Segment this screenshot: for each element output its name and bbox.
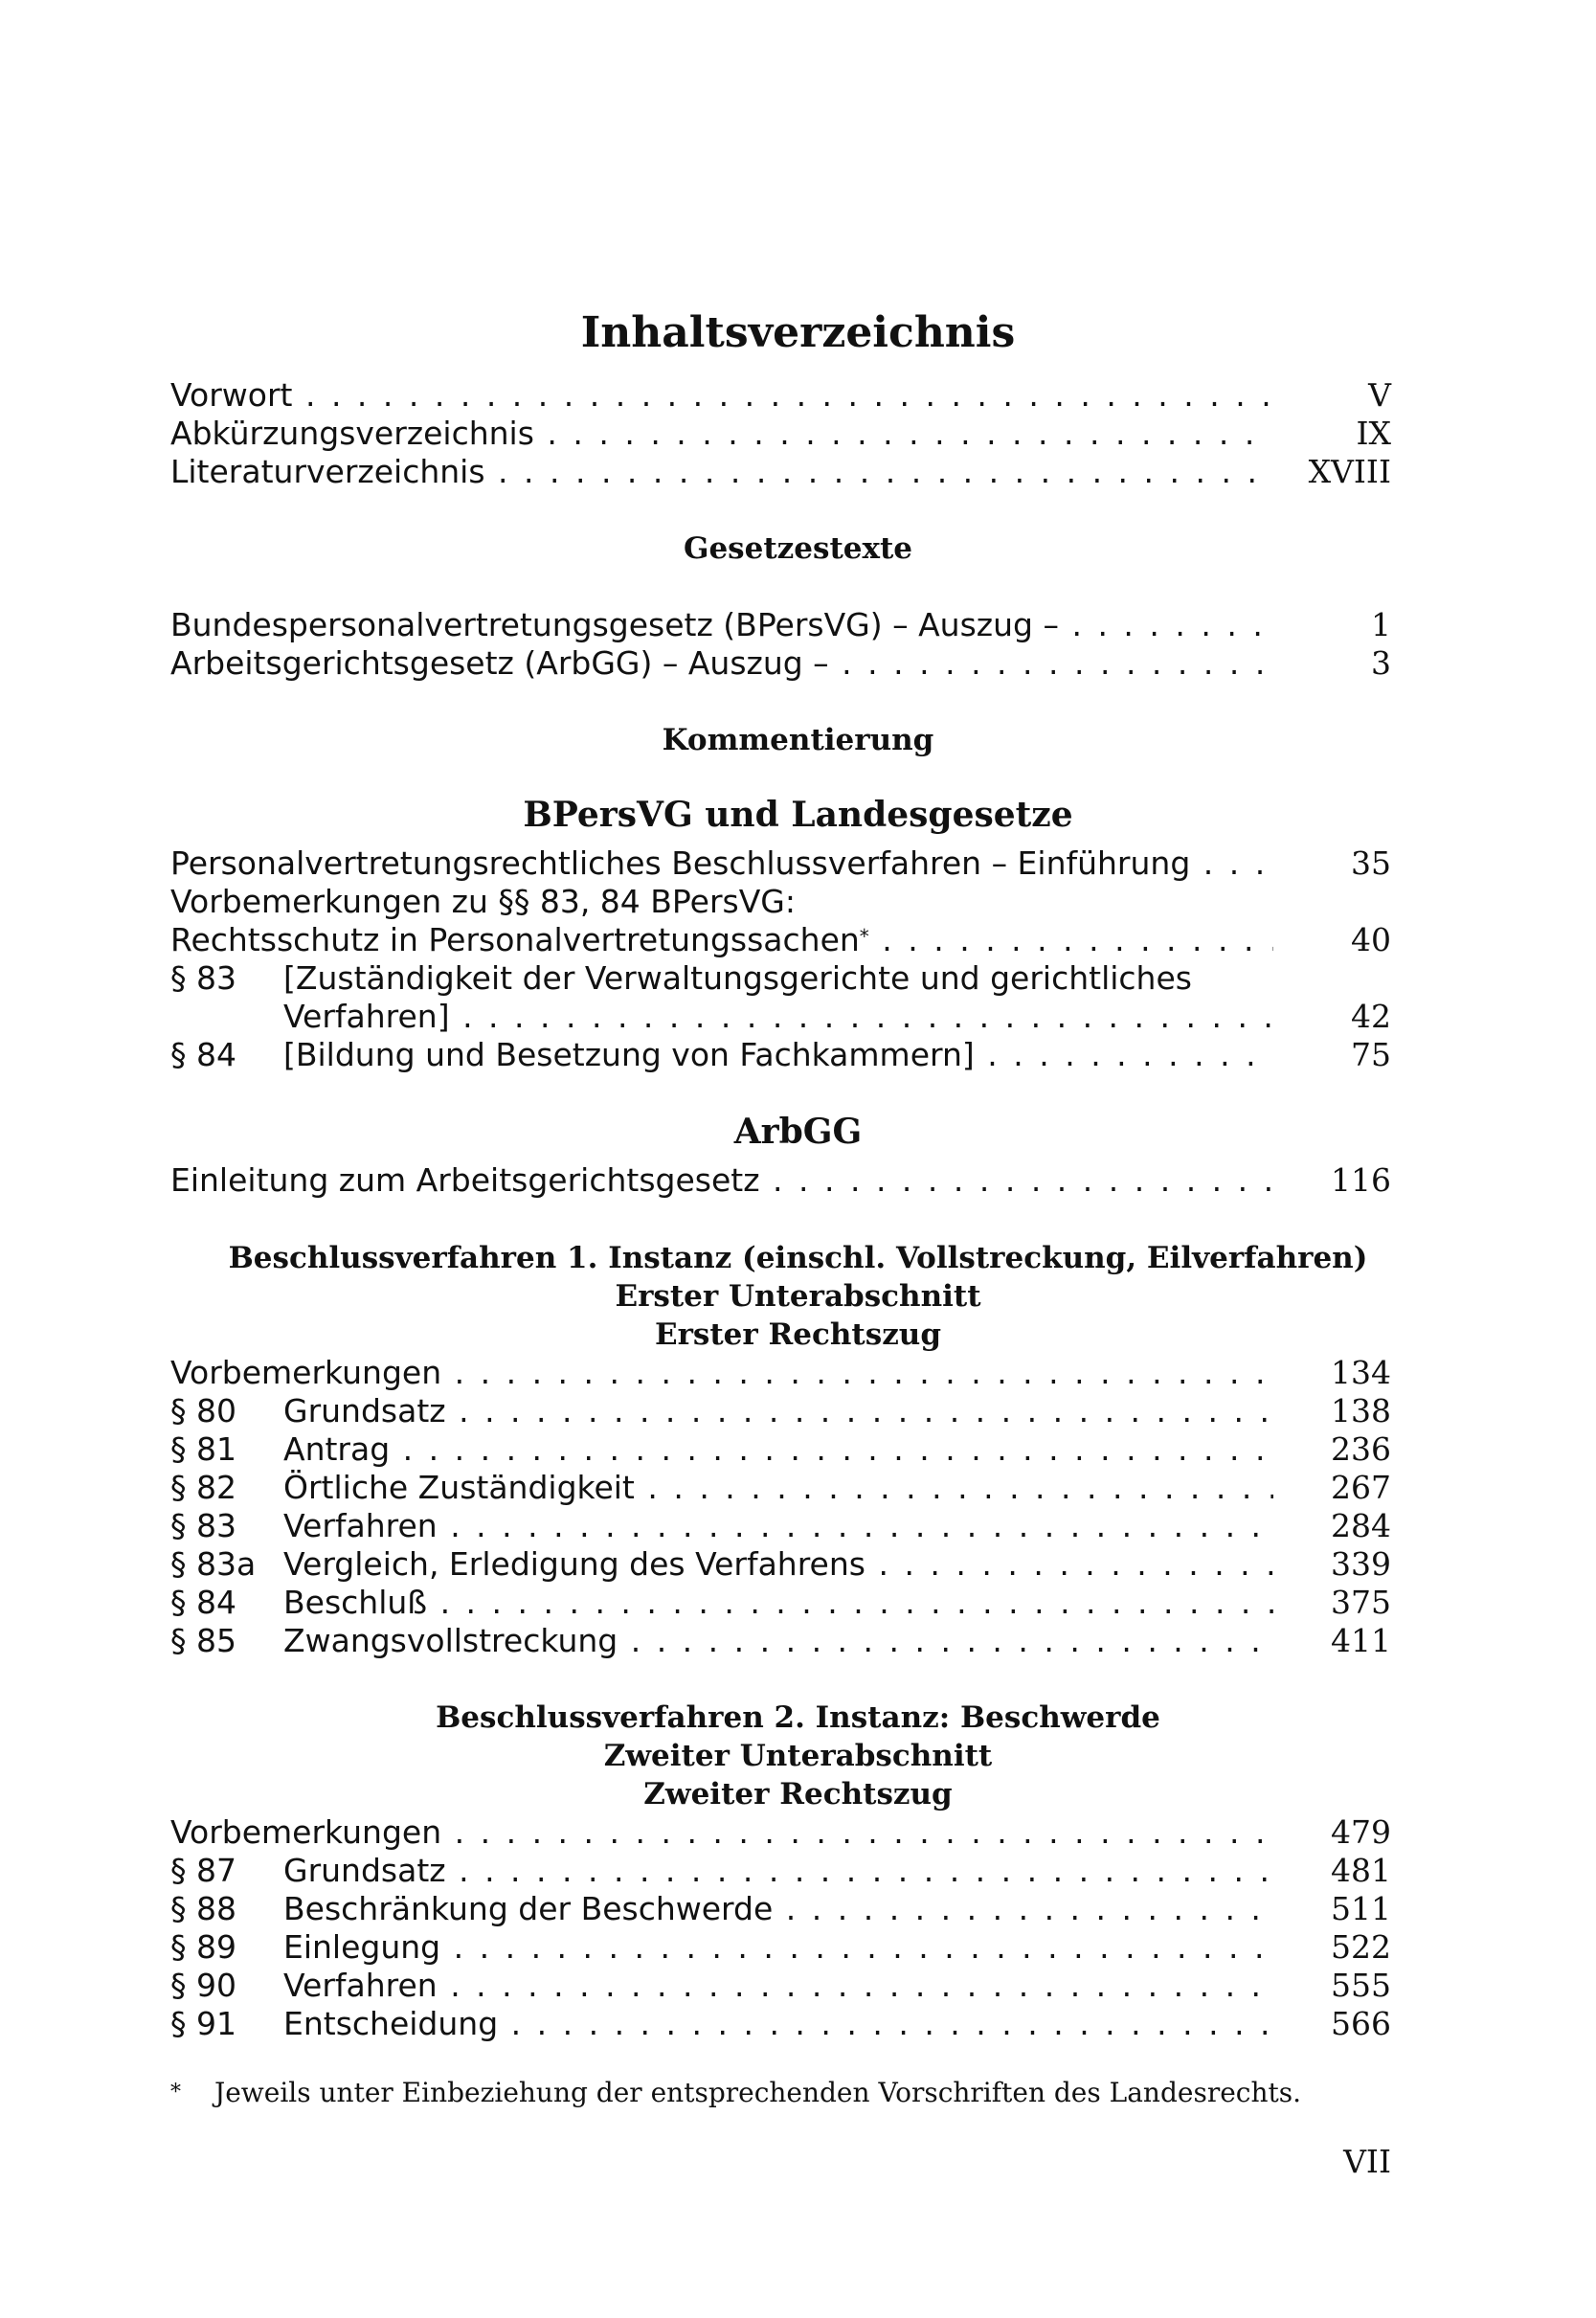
section-number: § 91 — [170, 2005, 236, 2042]
toc-entry-page: 479 — [1331, 1813, 1391, 1851]
section-heading-arbgg: ArbGG — [733, 1112, 863, 1152]
section-subheading-instanz2: Zweiter Unterabschnitt — [603, 1739, 993, 1773]
toc-entry-text: Personalvertretungsrechtliches Beschlussverfahren – Einführung . . . — [170, 844, 1273, 883]
section-number: § 90 — [170, 1967, 236, 2004]
section-number: § 83 — [170, 959, 236, 997]
toc-entry-text: Antrag . . . — [283, 1430, 1273, 1469]
toc-entry-text: Vorbemerkungen zu §§ 83, 84 BPersVG: — [170, 883, 1273, 921]
toc-entry-page: IX — [1356, 415, 1391, 452]
toc-entry-text: Vorbemerkungen . . . — [170, 1354, 1273, 1392]
toc-entry-page: 35 — [1351, 844, 1391, 882]
page-number: VII — [1343, 2143, 1391, 2180]
toc-entry-page: 116 — [1331, 1161, 1391, 1199]
toc-entry-page: 1 — [1371, 606, 1391, 643]
toc-entry-section[interactable] — [170, 2005, 1391, 2043]
footnote-marker: * — [170, 2081, 181, 2104]
toc-entry-vorbemerkungen-instanz2[interactable] — [170, 1813, 1391, 1852]
section-number: § 87 — [170, 1852, 236, 1889]
toc-entry-text: Zwangsvollstreckung . . . — [283, 1622, 1273, 1660]
section-number: § 83 — [170, 1507, 236, 1544]
toc-entry-page: 566 — [1331, 2005, 1391, 2042]
toc-entry-text: Einlegung . . . — [283, 1928, 1273, 1967]
toc-entry-section[interactable] — [170, 1890, 1391, 1928]
toc-entry-text: Verfahren] . . . — [283, 998, 1273, 1036]
toc-entry-bpersvg-text[interactable] — [170, 606, 1391, 644]
section-number: § 84 — [170, 1584, 236, 1621]
toc-entry-einleitung-arbgg[interactable] — [170, 1161, 1391, 1200]
section-number: § 84 — [170, 1036, 236, 1073]
section-heading-bpersvg: BPersVG und Landesgesetze — [523, 795, 1073, 835]
toc-entry-section[interactable] — [170, 1507, 1391, 1545]
section-number: § 80 — [170, 1392, 236, 1429]
toc-entry-page: 411 — [1331, 1622, 1391, 1659]
toc-entry-text: Verfahren . . . — [283, 1967, 1273, 2005]
section-heading-gesetzestexte: Gesetzestexte — [683, 531, 913, 566]
toc-entry-section[interactable] — [170, 1584, 1391, 1622]
toc-entry-text: [Bildung und Besetzung von Fachkammern] . . . — [283, 1036, 1273, 1074]
toc-entry-vorbemerkungen-instanz1[interactable] — [170, 1354, 1391, 1392]
toc-entry-page: 481 — [1331, 1852, 1391, 1889]
toc-entry-vorbemerkungen-line1 — [170, 883, 1391, 921]
toc-entry-text: Einleitung zum Arbeitsgerichtsgesetz . . . — [170, 1161, 1273, 1200]
toc-entry-page: 42 — [1351, 998, 1391, 1035]
toc-entry-s83-bpersvg-line1[interactable] — [170, 959, 1391, 998]
toc-entry-text: Literaturverzeichnis . . . — [170, 453, 1273, 491]
toc-entry-s84-bpersvg[interactable] — [170, 1036, 1391, 1074]
toc-entry-page: 40 — [1351, 921, 1391, 958]
toc-entry-section[interactable] — [170, 1928, 1391, 1967]
toc-entry-section[interactable] — [170, 1852, 1391, 1890]
toc-entry-text — [170, 921, 1273, 959]
toc-entry-page: 138 — [1331, 1392, 1391, 1429]
toc-entry-text: Bundespersonalvertretungsgesetz (BPersVG) – Auszug – . . . — [170, 606, 1273, 644]
toc-entry-text: Vergleich, Erledigung des Verfahrens . . . — [283, 1545, 1273, 1584]
toc-entry-page: 3 — [1371, 644, 1391, 682]
toc-entry-s83-bpersvg-line2[interactable] — [170, 998, 1391, 1036]
toc-entry-section[interactable] — [170, 1469, 1391, 1507]
section-subheading-instanz1: Erster Unterabschnitt — [615, 1279, 981, 1314]
section-subsubheading-instanz2: Zweiter Rechtszug — [643, 1777, 953, 1812]
toc-entry-text: Entscheidung . . . — [283, 2005, 1273, 2043]
section-subsubheading-instanz1: Erster Rechtszug — [654, 1317, 942, 1352]
toc-entry-page: 236 — [1331, 1430, 1391, 1468]
toc-entry-section[interactable] — [170, 1392, 1391, 1430]
toc-entry-section[interactable] — [170, 1430, 1391, 1469]
toc-entry-page: 134 — [1331, 1354, 1391, 1391]
toc-entry-section[interactable] — [170, 1622, 1391, 1660]
toc-entry-arbgg-text[interactable] — [170, 644, 1391, 683]
toc-entry-vorbemerkungen-bpersvg[interactable] — [170, 921, 1391, 959]
toc-entry-page: V — [1368, 376, 1391, 414]
toc-entry-text: Verfahren . . . — [283, 1507, 1273, 1545]
toc-entry-section[interactable] — [170, 1967, 1391, 2005]
toc-entry-page: 522 — [1331, 1928, 1391, 1966]
footnote-text: Jeweils unter Einbeziehung der entsprechenden Vorschriften des Landesrechts. — [214, 2077, 1302, 2108]
footnote — [170, 2076, 1301, 2110]
toc-entry-vorwort[interactable] — [170, 376, 1391, 415]
toc-entry-text: Vorbemerkungen . . . — [170, 1813, 1273, 1852]
toc-entry-page: XVIII — [1308, 453, 1391, 490]
section-number: § 88 — [170, 1890, 236, 1927]
toc-entry-text-main: Rechtsschutz in Personalvertretungssachen — [170, 921, 860, 958]
toc-entry-text: Abkürzungsverzeichnis . . . — [170, 415, 1273, 453]
toc-entry-einfuehrung[interactable] — [170, 844, 1391, 883]
section-number: § 81 — [170, 1430, 236, 1468]
section-heading-instanz1: Beschlussverfahren 1. Instanz (einschl. Vollstreckung, Eilverfahren) — [228, 1241, 1368, 1275]
toc-entry-page: 511 — [1331, 1890, 1391, 1927]
toc-entry-text: Grundsatz . . . — [283, 1852, 1273, 1890]
toc-entry-text: Beschränkung der Beschwerde . . . — [283, 1890, 1273, 1928]
toc-entry-text: Vorwort . . . — [170, 376, 1273, 415]
toc-entry-page: 339 — [1331, 1545, 1391, 1583]
section-number: § 89 — [170, 1928, 236, 1966]
section-number: § 82 — [170, 1469, 236, 1506]
toc-entry-text: Beschluß . . . — [283, 1584, 1273, 1622]
toc-entry-page: 555 — [1331, 1967, 1391, 2004]
toc-entry-page: 267 — [1331, 1469, 1391, 1506]
toc-entry-literaturverzeichnis[interactable] — [170, 453, 1391, 491]
toc-entry-abkuerzungsverzeichnis[interactable] — [170, 415, 1391, 453]
toc-entry-section[interactable] — [170, 1545, 1391, 1584]
section-number: § 83a — [170, 1545, 257, 1583]
toc-entry-page: 75 — [1351, 1036, 1391, 1073]
section-number: § 85 — [170, 1622, 236, 1659]
page-title: Inhaltsverzeichnis — [580, 308, 1016, 357]
toc-entry-text: Örtliche Zuständigkeit . . . — [283, 1469, 1273, 1507]
footnote-marker: * — [859, 925, 869, 948]
toc-entry-page: 375 — [1331, 1584, 1391, 1621]
toc-entry-text: Grundsatz . . . — [283, 1392, 1273, 1430]
section-heading-kommentierung: Kommentierung — [662, 723, 934, 757]
toc-entry-text: [Zuständigkeit der Verwaltungsgerichte und gerichtliches — [283, 959, 1192, 997]
toc-entry-page: 284 — [1331, 1507, 1391, 1544]
toc-entry-text: Arbeitsgerichtsgesetz (ArbGG) – Auszug – . . . — [170, 644, 1273, 683]
section-heading-instanz2: Beschlussverfahren 2. Instanz: Beschwerde — [436, 1700, 1160, 1735]
